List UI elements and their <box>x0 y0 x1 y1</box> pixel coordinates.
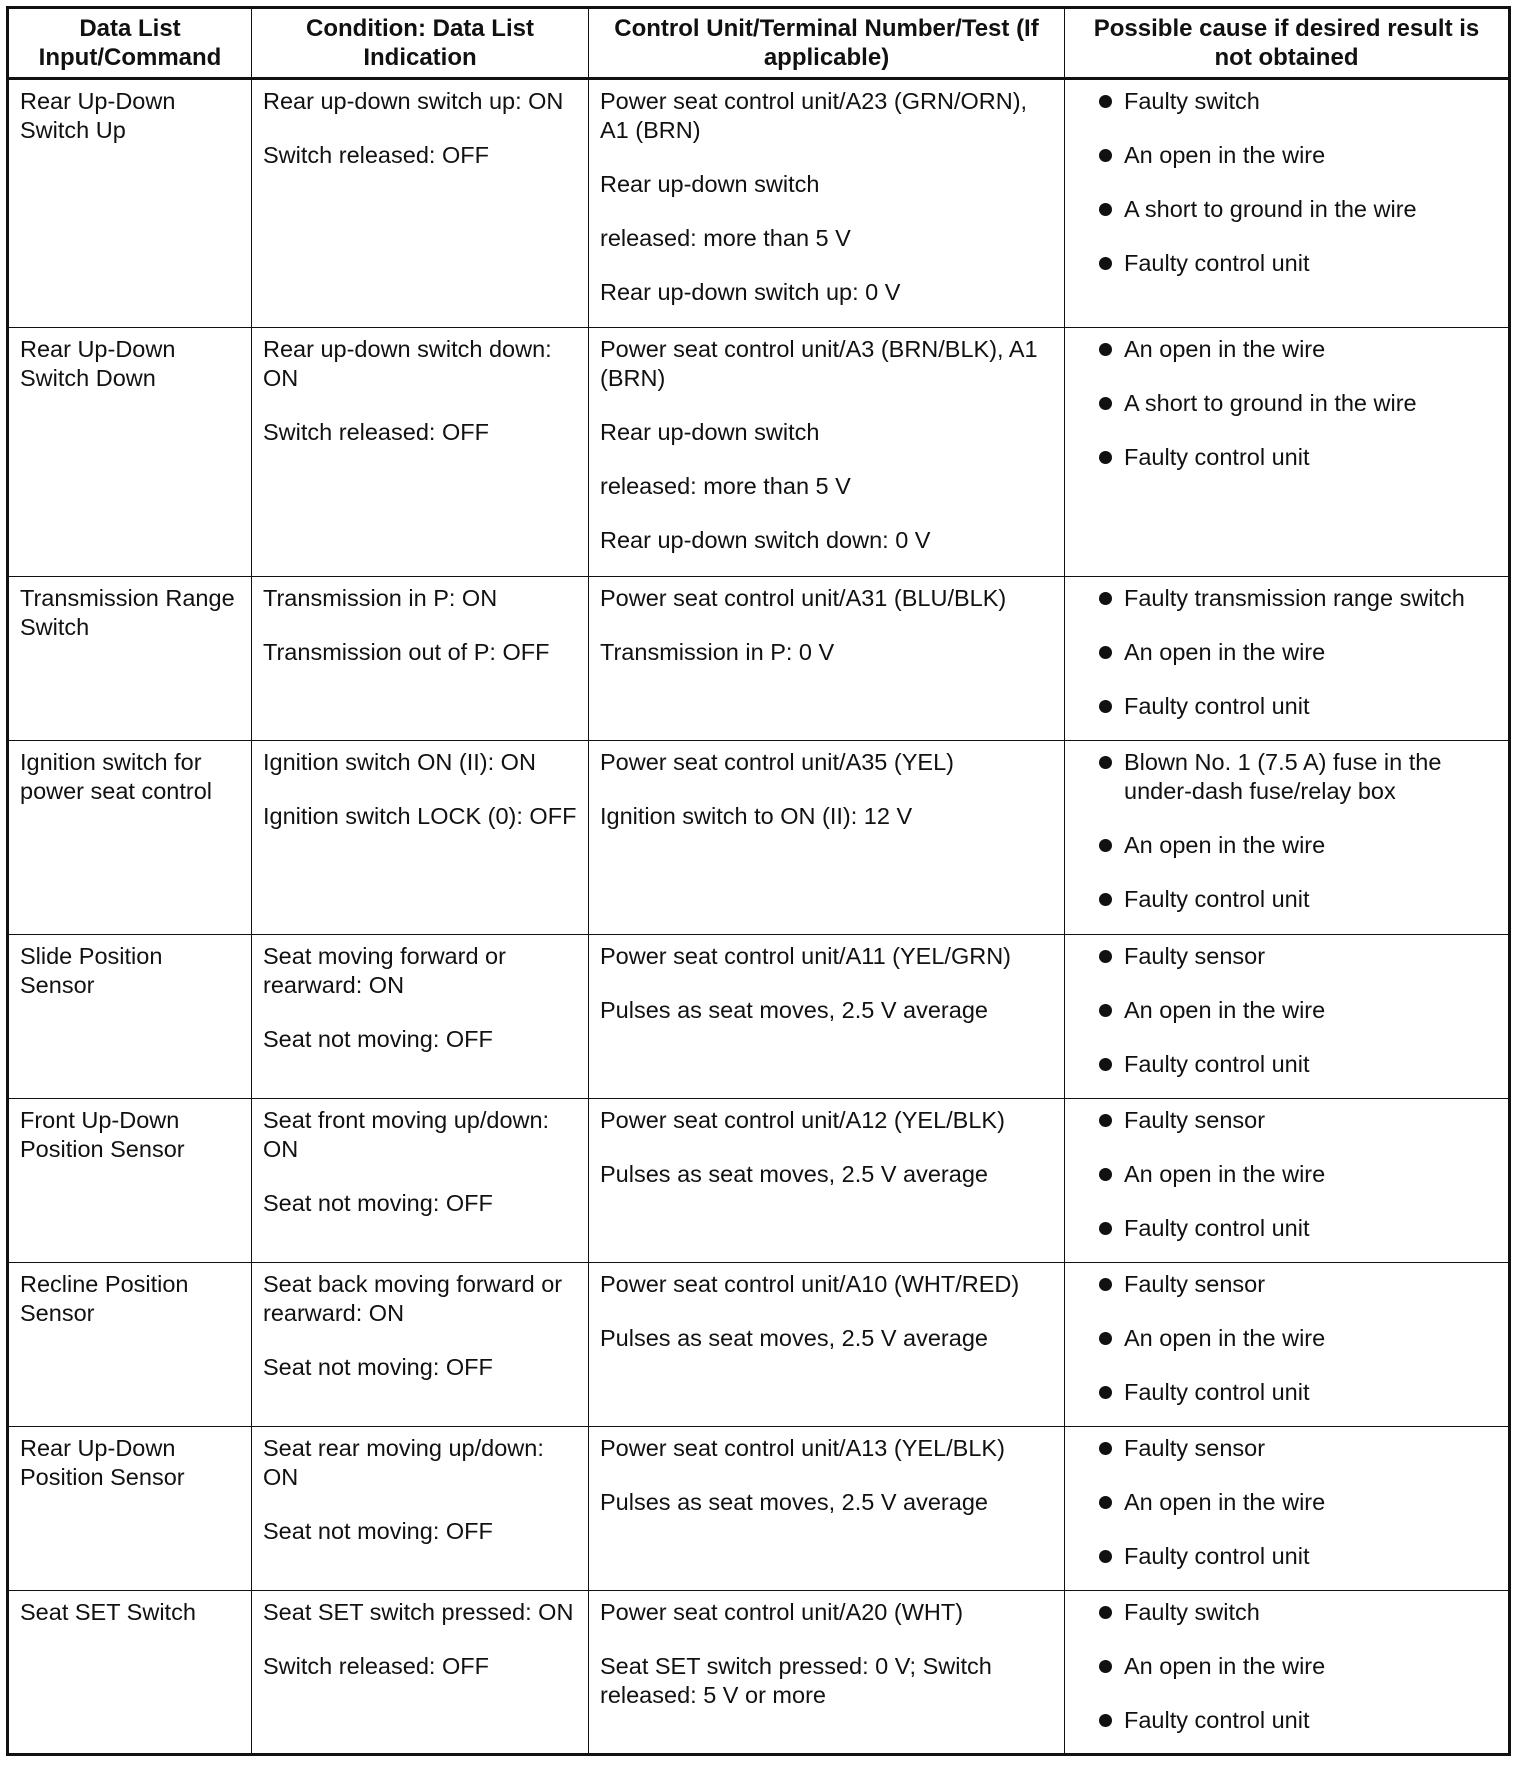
cause-item <box>1076 1378 1498 1407</box>
cause-item <box>1076 249 1498 278</box>
cause-text: Faulty control unit <box>1124 250 1310 276</box>
input-command-text: Front Up-Down Position Sensor <box>20 1107 185 1162</box>
cause-text: An open in the wire <box>1124 142 1326 168</box>
condition-text: Rear up-down switch down: ON <box>263 336 552 391</box>
condition-cell <box>252 1427 589 1591</box>
bullet-icon <box>1099 1442 1112 1455</box>
bullet-icon <box>1099 646 1112 659</box>
input-command-text: Recline Position Sensor <box>20 1271 189 1326</box>
bullet-icon <box>1099 1278 1112 1291</box>
condition-text: Seat rear moving up/down: ON <box>263 1435 544 1490</box>
cause-text: Faulty sensor <box>1124 1271 1266 1297</box>
cause-list <box>1076 1106 1498 1243</box>
condition-cell <box>252 577 589 741</box>
condition-text: Seat front moving up/down: ON <box>263 1107 550 1162</box>
cause-text: A short to ground in the wire <box>1124 196 1417 222</box>
cause-cell <box>1065 1099 1510 1263</box>
cause-text: Faulty control unit <box>1124 444 1310 470</box>
bullet-icon <box>1099 1058 1112 1071</box>
test-text: released: more than 5 V <box>600 473 851 499</box>
bullet-icon <box>1099 343 1112 356</box>
cause-text: An open in the wire <box>1124 1325 1326 1351</box>
test-text: Rear up-down switch down: 0 V <box>600 527 931 553</box>
table-row <box>8 1263 1510 1427</box>
header-control-unit-test: Control Unit/Terminal Number/Test (If applicable) <box>589 8 1065 79</box>
cause-item <box>1076 87 1498 116</box>
cause-item <box>1076 1652 1498 1681</box>
table-row <box>8 1427 1510 1591</box>
cause-text: Faulty sensor <box>1124 943 1266 969</box>
cause-item <box>1076 389 1498 418</box>
condition-text: Rear up-down switch up: ON <box>263 88 564 114</box>
input-command-cell <box>8 328 252 577</box>
cause-item <box>1076 1598 1498 1627</box>
condition-text: Ignition switch ON (II): ON <box>263 749 536 775</box>
bullet-icon <box>1099 893 1112 906</box>
test-text: Transmission in P: 0 V <box>600 639 835 665</box>
bullet-icon <box>1099 1332 1112 1345</box>
input-command-text: Rear Up-Down Position Sensor <box>20 1435 185 1490</box>
cause-text: Faulty control unit <box>1124 1215 1310 1241</box>
cause-text: Faulty control unit <box>1124 1051 1310 1077</box>
input-command-text: Transmission Range Switch <box>20 585 235 640</box>
cause-item <box>1076 1706 1498 1735</box>
cause-item <box>1076 1214 1498 1243</box>
table-row <box>8 577 1510 741</box>
cause-item <box>1076 942 1498 971</box>
cause-text: Faulty control unit <box>1124 886 1310 912</box>
test-text: Power seat control unit/A20 (WHT) <box>600 1599 964 1625</box>
condition-text: Seat SET switch pressed: ON <box>263 1599 574 1625</box>
test-text: Seat SET switch pressed: 0 V; Switch released: 5 V or more <box>600 1653 992 1708</box>
condition-text: Seat not moving: OFF <box>263 1026 493 1052</box>
test-text: Power seat control unit/A3 (BRN/BLK), A1 (BRN) <box>600 336 1038 391</box>
condition-text: Transmission out of P: OFF <box>263 639 550 665</box>
input-command-cell <box>8 79 252 328</box>
condition-cell <box>252 79 589 328</box>
cause-item <box>1076 584 1498 613</box>
input-command-text: Slide Position Sensor <box>20 943 163 998</box>
cause-item <box>1076 831 1498 860</box>
diagnostic-data-table <box>6 6 1511 1756</box>
cause-cell <box>1065 1263 1510 1427</box>
cause-item <box>1076 1324 1498 1353</box>
bullet-icon <box>1099 95 1112 108</box>
test-text: Pulses as seat moves, 2.5 V average <box>600 997 988 1023</box>
input-command-text: Seat SET Switch <box>20 1599 196 1625</box>
condition-cell <box>252 1591 589 1755</box>
input-command-cell <box>8 577 252 741</box>
cause-text: An open in the wire <box>1124 639 1326 665</box>
cause-list <box>1076 1434 1498 1571</box>
cause-list <box>1076 335 1498 472</box>
cause-text: Blown No. 1 (7.5 A) fuse in the under-dash fuse/relay box <box>1124 749 1442 804</box>
table-row <box>8 79 1510 328</box>
cause-item <box>1076 1542 1498 1571</box>
test-text: Pulses as seat moves, 2.5 V average <box>600 1325 988 1351</box>
cause-item <box>1076 748 1498 806</box>
table-row <box>8 1099 1510 1263</box>
test-cell <box>589 577 1065 741</box>
bullet-icon <box>1099 1660 1112 1673</box>
input-command-cell <box>8 1427 252 1591</box>
bullet-icon <box>1099 1004 1112 1017</box>
table-row <box>8 935 1510 1099</box>
test-text: Pulses as seat moves, 2.5 V average <box>600 1161 988 1187</box>
condition-text: Seat back moving forward or rearward: ON <box>263 1271 563 1326</box>
test-cell <box>589 1427 1065 1591</box>
bullet-icon <box>1099 1550 1112 1563</box>
cause-list <box>1076 942 1498 1079</box>
input-command-cell <box>8 1099 252 1263</box>
condition-text: Seat moving forward or rearward: ON <box>263 943 506 998</box>
cause-item <box>1076 996 1498 1025</box>
test-cell <box>589 1263 1065 1427</box>
cause-cell <box>1065 1427 1510 1591</box>
test-text: Power seat control unit/A13 (YEL/BLK) <box>600 1435 1005 1461</box>
bullet-icon <box>1099 756 1112 769</box>
test-text: Pulses as seat moves, 2.5 V average <box>600 1489 988 1515</box>
cause-item <box>1076 1160 1498 1189</box>
bullet-icon <box>1099 839 1112 852</box>
condition-text: Seat not moving: OFF <box>263 1518 493 1544</box>
bullet-icon <box>1099 1222 1112 1235</box>
cause-item <box>1076 1270 1498 1299</box>
cause-list <box>1076 748 1498 914</box>
input-command-text: Rear Up-Down Switch Down <box>20 336 176 391</box>
cause-item <box>1076 1106 1498 1135</box>
cause-cell <box>1065 741 1510 935</box>
bullet-icon <box>1099 1606 1112 1619</box>
bullet-icon <box>1099 1496 1112 1509</box>
table-row <box>8 1591 1510 1755</box>
condition-cell <box>252 328 589 577</box>
cause-text: Faulty control unit <box>1124 1543 1310 1569</box>
cause-item <box>1076 885 1498 914</box>
bullet-icon <box>1099 1714 1112 1727</box>
test-cell <box>589 935 1065 1099</box>
cause-cell <box>1065 935 1510 1099</box>
header-input-command: Data List Input/Command <box>8 8 252 79</box>
table-row <box>8 741 1510 935</box>
bullet-icon <box>1099 257 1112 270</box>
condition-text: Switch released: OFF <box>263 419 489 445</box>
cause-text: Faulty control unit <box>1124 1707 1310 1733</box>
bullet-icon <box>1099 700 1112 713</box>
test-text: Power seat control unit/A35 (YEL) <box>600 749 954 775</box>
test-cell <box>589 741 1065 935</box>
cause-list <box>1076 1598 1498 1735</box>
input-command-text: Ignition switch for power seat control <box>20 749 213 804</box>
cause-text: Faulty switch <box>1124 88 1260 114</box>
test-cell <box>589 79 1065 328</box>
bullet-icon <box>1099 950 1112 963</box>
input-command-cell <box>8 935 252 1099</box>
test-text: Power seat control unit/A31 (BLU/BLK) <box>600 585 1007 611</box>
header-row <box>8 8 1510 79</box>
bullet-icon <box>1099 451 1112 464</box>
cause-item <box>1076 1434 1498 1463</box>
bullet-icon <box>1099 1386 1112 1399</box>
condition-cell <box>252 741 589 935</box>
cause-text: Faulty sensor <box>1124 1435 1266 1461</box>
table-body <box>8 79 1510 1755</box>
cause-item <box>1076 141 1498 170</box>
cause-item <box>1076 443 1498 472</box>
test-text: Rear up-down switch <box>600 171 820 197</box>
test-text: Power seat control unit/A10 (WHT/RED) <box>600 1271 1020 1297</box>
bullet-icon <box>1099 1168 1112 1181</box>
cause-cell <box>1065 79 1510 328</box>
bullet-icon <box>1099 592 1112 605</box>
input-command-cell <box>8 741 252 935</box>
input-command-cell <box>8 1263 252 1427</box>
test-cell <box>589 1591 1065 1755</box>
cause-list <box>1076 87 1498 278</box>
condition-text: Ignition switch LOCK (0): OFF <box>263 803 577 829</box>
condition-text: Switch released: OFF <box>263 1653 489 1679</box>
cause-text: A short to ground in the wire <box>1124 390 1417 416</box>
cause-cell <box>1065 1591 1510 1755</box>
test-text: Power seat control unit/A23 (GRN/ORN), A1 (BRN) <box>600 88 1028 143</box>
test-text: released: more than 5 V <box>600 225 851 251</box>
bullet-icon <box>1099 397 1112 410</box>
cause-text: An open in the wire <box>1124 336 1326 362</box>
test-cell <box>589 328 1065 577</box>
test-text: Ignition switch to ON (II): 12 V <box>600 803 913 829</box>
condition-text: Seat not moving: OFF <box>263 1190 493 1216</box>
condition-text: Transmission in P: ON <box>263 585 498 611</box>
cause-item <box>1076 692 1498 721</box>
cause-item <box>1076 335 1498 364</box>
condition-text: Seat not moving: OFF <box>263 1354 493 1380</box>
condition-cell <box>252 935 589 1099</box>
condition-cell <box>252 1099 589 1263</box>
cause-text: Faulty switch <box>1124 1599 1260 1625</box>
bullet-icon <box>1099 149 1112 162</box>
cause-text: An open in the wire <box>1124 1653 1326 1679</box>
header-possible-cause: Possible cause if desired result is not obtained <box>1065 8 1510 79</box>
cause-list <box>1076 1270 1498 1407</box>
test-text: Power seat control unit/A12 (YEL/BLK) <box>600 1107 1005 1133</box>
table-row <box>8 328 1510 577</box>
cause-text: Faulty control unit <box>1124 1379 1310 1405</box>
test-text: Rear up-down switch up: 0 V <box>600 279 901 305</box>
cause-item <box>1076 1488 1498 1517</box>
cause-cell <box>1065 328 1510 577</box>
cause-text: Faulty control unit <box>1124 693 1310 719</box>
condition-text: Switch released: OFF <box>263 142 489 168</box>
cause-text: An open in the wire <box>1124 997 1326 1023</box>
cause-item <box>1076 1050 1498 1079</box>
input-command-cell <box>8 1591 252 1755</box>
condition-cell <box>252 1263 589 1427</box>
bullet-icon <box>1099 203 1112 216</box>
bullet-icon <box>1099 1114 1112 1127</box>
cause-text: An open in the wire <box>1124 832 1326 858</box>
header-condition: Condition: Data List Indication <box>252 8 589 79</box>
test-text: Rear up-down switch <box>600 419 820 445</box>
cause-text: Faulty sensor <box>1124 1107 1266 1133</box>
cause-text: Faulty transmission range switch <box>1124 585 1465 611</box>
cause-text: An open in the wire <box>1124 1489 1326 1515</box>
cause-item <box>1076 638 1498 667</box>
cause-list <box>1076 584 1498 721</box>
cause-item <box>1076 195 1498 224</box>
input-command-text: Rear Up-Down Switch Up <box>20 88 176 143</box>
cause-cell <box>1065 577 1510 741</box>
test-cell <box>589 1099 1065 1263</box>
test-text: Power seat control unit/A11 (YEL/GRN) <box>600 943 1011 969</box>
cause-text: An open in the wire <box>1124 1161 1326 1187</box>
